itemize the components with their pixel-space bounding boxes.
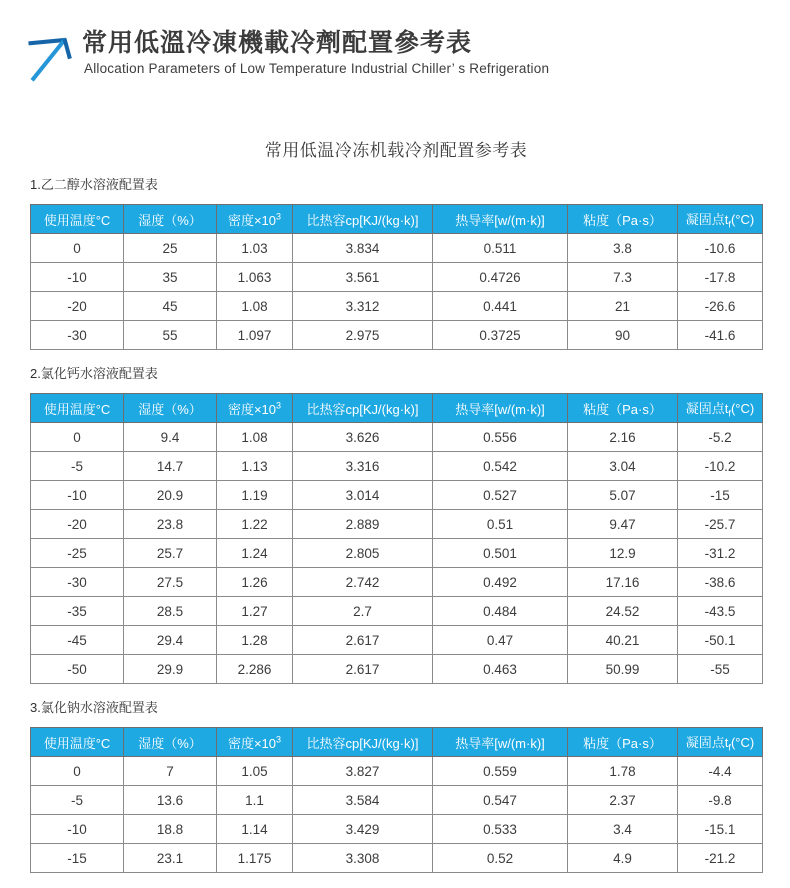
table-cell: 3.4 xyxy=(568,815,678,844)
table-cell: 50.99 xyxy=(568,655,678,684)
table-cell: 1.1 xyxy=(217,786,293,815)
table-cell: 7 xyxy=(124,757,217,786)
column-header: 使用温度°C xyxy=(31,728,124,757)
table-cell: -10.2 xyxy=(678,452,763,481)
section-label: 1.乙二醇水溶液配置表 xyxy=(30,177,158,192)
config-section xyxy=(30,174,762,350)
table-row xyxy=(31,815,763,844)
column-header: 密度$\times 10^3$ xyxy=(217,394,293,423)
table-cell: -17.8 xyxy=(678,263,763,292)
table-cell: 3.834 xyxy=(293,234,433,263)
table-cell: 3.429 xyxy=(293,815,433,844)
page-subtitle: Allocation Parameters of Low Temperature Industrial Chiller’ s Refrigeration xyxy=(84,61,550,76)
table-cell: 2.16 xyxy=(568,423,678,452)
table-cell: 1.097 xyxy=(217,321,293,350)
table-cell: -15.1 xyxy=(678,815,763,844)
table-cell: 3.316 xyxy=(293,452,433,481)
table-cell: 2.742 xyxy=(293,568,433,597)
table-cell: 0.547 xyxy=(433,786,568,815)
table-cell: 0.441 xyxy=(433,292,568,321)
table-cell: 21 xyxy=(568,292,678,321)
table-cell: 2.286 xyxy=(217,655,293,684)
table-cell: 3.312 xyxy=(293,292,433,321)
table-cell: 55 xyxy=(124,321,217,350)
table-cell: 0.559 xyxy=(433,757,568,786)
column-header: 凝固点$t_f(^\circ C)$ xyxy=(678,205,763,234)
table-cell: 29.9 xyxy=(124,655,217,684)
config-section xyxy=(30,697,762,873)
table-row xyxy=(31,539,763,568)
table-cell: 23.1 xyxy=(124,844,217,873)
column-header: 使用温度°C xyxy=(31,394,124,423)
table-cell: 3.827 xyxy=(293,757,433,786)
table-cell: -26.6 xyxy=(678,292,763,321)
table-cell: 3.04 xyxy=(568,452,678,481)
table-cell: -25.7 xyxy=(678,510,763,539)
table-cell: 27.5 xyxy=(124,568,217,597)
table-row xyxy=(31,452,763,481)
table-cell: 1.13 xyxy=(217,452,293,481)
column-header: 粘度（Pa·s） xyxy=(568,205,678,234)
table-cell: 1.19 xyxy=(217,481,293,510)
table-cell: 14.7 xyxy=(124,452,217,481)
table-cell: 1.78 xyxy=(568,757,678,786)
column-header: 凝固点$t_f(^\circ C)$ xyxy=(678,728,763,757)
table-cell: 1.03 xyxy=(217,234,293,263)
table-cell: -9.8 xyxy=(678,786,763,815)
table-cell: 2.889 xyxy=(293,510,433,539)
table-cell: 2.37 xyxy=(568,786,678,815)
column-header: 热导率[w/(m·k)] xyxy=(433,394,568,423)
table-cell: 90 xyxy=(568,321,678,350)
table-cell: 2.617 xyxy=(293,655,433,684)
column-header: 使用温度°C xyxy=(31,205,124,234)
table-cell: 3.626 xyxy=(293,423,433,452)
table-cell: 1.175 xyxy=(217,844,293,873)
table-cell: 4.9 xyxy=(568,844,678,873)
table-cell: -31.2 xyxy=(678,539,763,568)
table-row xyxy=(31,292,763,321)
column-header: 热导率[w/(m·k)] xyxy=(433,728,568,757)
column-header: 热导率[w/(m·k)] xyxy=(433,205,568,234)
table-cell: 2.805 xyxy=(293,539,433,568)
table-header-row xyxy=(31,205,763,234)
table-row xyxy=(31,757,763,786)
table-cell: 1.22 xyxy=(217,510,293,539)
table-cell: 7.3 xyxy=(568,263,678,292)
section-label: 3.氯化钠水溶液配置表 xyxy=(30,700,158,715)
column-header: 密度$\times 10^3$ xyxy=(217,728,293,757)
table-cell: 0.484 xyxy=(433,597,568,626)
table-cell: -15 xyxy=(678,481,763,510)
table-cell: 2.975 xyxy=(293,321,433,350)
column-header: 密度$\times 10^3$ xyxy=(217,205,293,234)
table-cell: 0.556 xyxy=(433,423,568,452)
table-cell: 29.4 xyxy=(124,626,217,655)
table-cell: -30 xyxy=(31,321,124,350)
table-row xyxy=(31,481,763,510)
config-section xyxy=(30,363,762,684)
table-cell: 24.52 xyxy=(568,597,678,626)
table-cell: 1.24 xyxy=(217,539,293,568)
table-row xyxy=(31,234,763,263)
table-cell: -55 xyxy=(678,655,763,684)
table-cell: 0 xyxy=(31,234,124,263)
table-cell: 1.063 xyxy=(217,263,293,292)
table-cell: 35 xyxy=(124,263,217,292)
column-header: 比热容cp[KJ/(kg·k)] xyxy=(293,728,433,757)
sections-container xyxy=(30,174,762,873)
table-cell: -25 xyxy=(31,539,124,568)
table-cell: 23.8 xyxy=(124,510,217,539)
table-cell: 17.16 xyxy=(568,568,678,597)
table-cell: 2.7 xyxy=(293,597,433,626)
table-cell: 0 xyxy=(31,757,124,786)
table-header-row xyxy=(31,394,763,423)
table-cell: -50 xyxy=(31,655,124,684)
table-cell: -5 xyxy=(31,786,124,815)
section-label: 2.氯化钙水溶液配置表 xyxy=(30,366,158,381)
brand-header xyxy=(0,0,790,84)
table-cell: 0.501 xyxy=(433,539,568,568)
table-cell: -5.2 xyxy=(678,423,763,452)
config-table xyxy=(30,393,763,684)
table-row xyxy=(31,786,763,815)
table-cell: -20 xyxy=(31,292,124,321)
column-header: 比热容cp[KJ/(kg·k)] xyxy=(293,394,433,423)
table-cell: 0.533 xyxy=(433,815,568,844)
table-cell: 13.6 xyxy=(124,786,217,815)
table-cell: 5.07 xyxy=(568,481,678,510)
table-cell: 0.463 xyxy=(433,655,568,684)
table-header-row xyxy=(31,728,763,757)
table-cell: 0.542 xyxy=(433,452,568,481)
table-cell: 0.511 xyxy=(433,234,568,263)
column-header: 凝固点$t_f(^\circ C)$ xyxy=(678,394,763,423)
table-cell: -41.6 xyxy=(678,321,763,350)
table-cell: 40.21 xyxy=(568,626,678,655)
table-cell: 1.28 xyxy=(217,626,293,655)
table-cell: 25 xyxy=(124,234,217,263)
table-row xyxy=(31,568,763,597)
table-cell: 0.527 xyxy=(433,481,568,510)
table-cell: 0.4726 xyxy=(433,263,568,292)
table-row xyxy=(31,263,763,292)
table-cell: -5 xyxy=(31,452,124,481)
table-cell: -35 xyxy=(31,597,124,626)
column-header: 比热容cp[KJ/(kg·k)] xyxy=(293,205,433,234)
table-cell: -15 xyxy=(31,844,124,873)
brand-text xyxy=(82,28,549,76)
table-cell: 1.27 xyxy=(217,597,293,626)
document-body xyxy=(0,136,790,873)
table-cell: 0.3725 xyxy=(433,321,568,350)
table-cell: -30 xyxy=(31,568,124,597)
table-cell: 1.05 xyxy=(217,757,293,786)
table-cell: 3.014 xyxy=(293,481,433,510)
table-cell: 3.308 xyxy=(293,844,433,873)
table-cell: -4.4 xyxy=(678,757,763,786)
table-cell: -50.1 xyxy=(678,626,763,655)
table-cell: 1.08 xyxy=(217,423,293,452)
column-header: 湿度（%） xyxy=(124,205,217,234)
table-cell: 28.5 xyxy=(124,597,217,626)
arrow-up-right-icon xyxy=(24,28,78,84)
table-row xyxy=(31,510,763,539)
table-cell: 1.14 xyxy=(217,815,293,844)
table-cell: 25.7 xyxy=(124,539,217,568)
table-row xyxy=(31,597,763,626)
table-cell: 12.9 xyxy=(568,539,678,568)
table-cell: 0.47 xyxy=(433,626,568,655)
page-title: 常用低溫冷凍機載冷劑配置參考表 xyxy=(82,29,473,57)
table-cell: 0.52 xyxy=(433,844,568,873)
table-cell: -10 xyxy=(31,815,124,844)
table-row xyxy=(31,844,763,873)
table-row xyxy=(31,321,763,350)
table-cell: -20 xyxy=(31,510,124,539)
table-row xyxy=(31,626,763,655)
table-cell: 3.8 xyxy=(568,234,678,263)
column-header: 湿度（%） xyxy=(124,394,217,423)
table-cell: 9.4 xyxy=(124,423,217,452)
table-cell: -10 xyxy=(31,481,124,510)
column-header: 湿度（%） xyxy=(124,728,217,757)
table-cell: -10.6 xyxy=(678,234,763,263)
table-cell: -38.6 xyxy=(678,568,763,597)
table-cell: -43.5 xyxy=(678,597,763,626)
document-title: 常用低温冷冻机载冷剂配置参考表 xyxy=(264,141,528,160)
table-cell: 0 xyxy=(31,423,124,452)
table-cell: 20.9 xyxy=(124,481,217,510)
column-header: 粘度（Pa·s） xyxy=(568,394,678,423)
table-row xyxy=(31,423,763,452)
table-cell: 1.26 xyxy=(217,568,293,597)
table-cell: 45 xyxy=(124,292,217,321)
column-header: 粘度（Pa·s） xyxy=(568,728,678,757)
table-cell: 0.51 xyxy=(433,510,568,539)
table-cell: 18.8 xyxy=(124,815,217,844)
table-row xyxy=(31,655,763,684)
table-cell: 3.584 xyxy=(293,786,433,815)
table-cell: -45 xyxy=(31,626,124,655)
table-cell: 9.47 xyxy=(568,510,678,539)
table-cell: 0.492 xyxy=(433,568,568,597)
config-table xyxy=(30,727,763,873)
table-cell: 1.08 xyxy=(217,292,293,321)
table-cell: -21.2 xyxy=(678,844,763,873)
table-cell: -10 xyxy=(31,263,124,292)
config-table xyxy=(30,204,763,350)
table-cell: 2.617 xyxy=(293,626,433,655)
table-cell: 3.561 xyxy=(293,263,433,292)
